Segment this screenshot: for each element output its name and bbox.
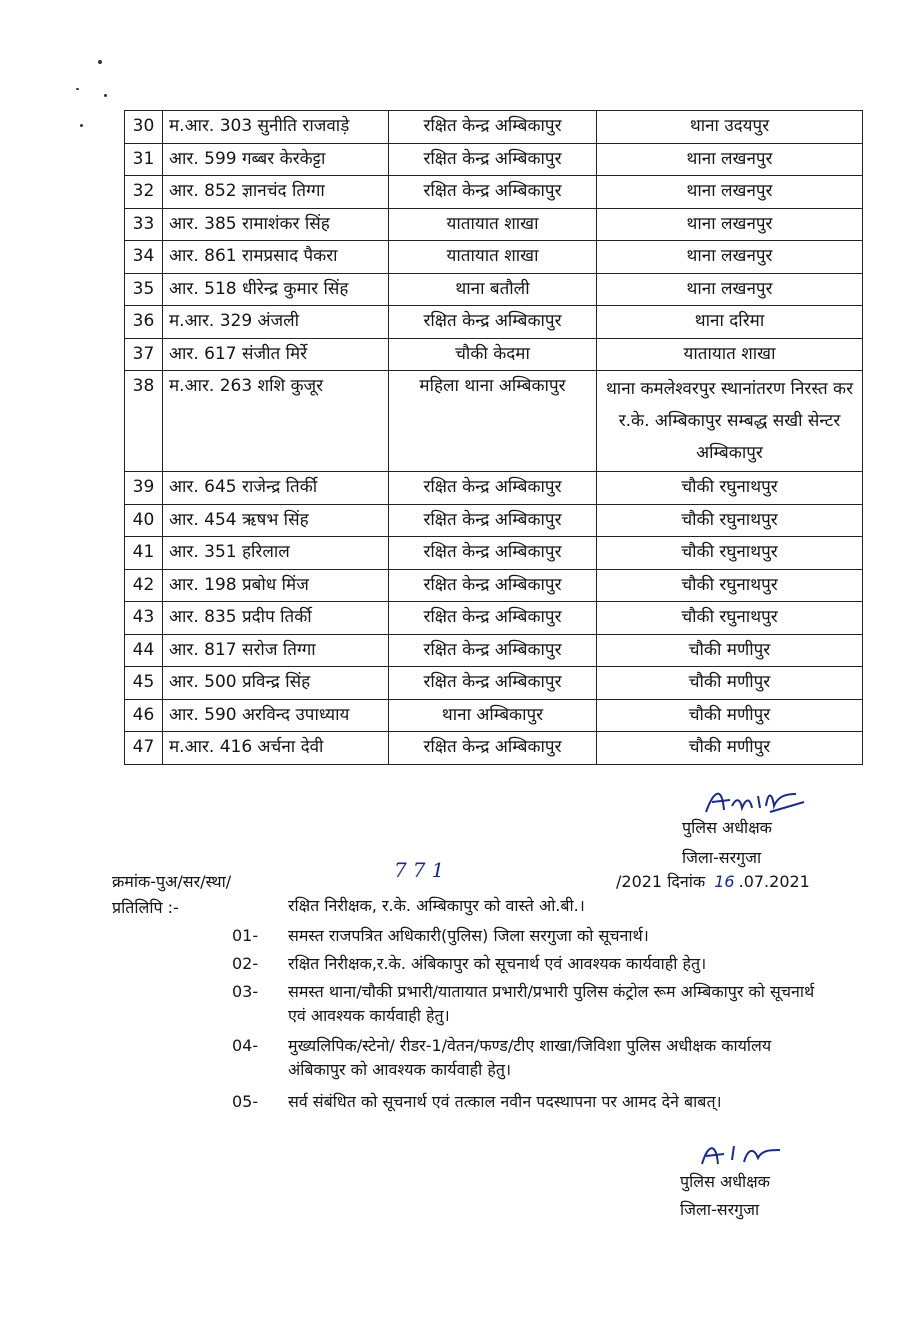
cell-serial-number: 46	[125, 699, 163, 732]
cell-new-posting: थाना लखनपुर	[597, 176, 863, 209]
cell-current-posting: रक्षित केन्द्र अम्बिकापुर	[389, 537, 597, 570]
cell-serial-number: 41	[125, 537, 163, 570]
reference-date	[616, 870, 810, 892]
copy-to-label: प्रतिलिपि :-	[112, 898, 179, 917]
reference-line	[112, 858, 832, 892]
cell-current-posting: रक्षित केन्द्र अम्बिकापुर	[389, 602, 597, 635]
cell-serial-number: 44	[125, 634, 163, 667]
cell-current-posting: महिला थाना अम्बिकापुर	[389, 371, 597, 472]
cell-employee-name: आर. 590 अरविन्द उपाध्याय	[163, 699, 389, 732]
copy-to-item-text: सर्व संबंधित को सूचनार्थ एवं तत्काल नवीन पदस्थापना पर आमद देने बाबत्।	[288, 1092, 722, 1111]
cell-serial-number: 30	[125, 111, 163, 144]
table-row	[125, 306, 863, 339]
table-row	[125, 176, 863, 209]
cell-serial-number: 37	[125, 338, 163, 371]
cell-employee-name: आर. 852 ज्ञानचंद तिग्गा	[163, 176, 389, 209]
cell-new-posting: चौकी रघुनाथपुर	[597, 537, 863, 570]
cell-new-posting: थाना लखनपुर	[597, 208, 863, 241]
cell-employee-name: आर. 198 प्रबोध मिंज	[163, 569, 389, 602]
cell-current-posting: थाना बतौली	[389, 273, 597, 306]
table-row	[125, 273, 863, 306]
table-row	[125, 143, 863, 176]
district-bottom: जिला-सरगुजा	[680, 1200, 760, 1219]
cell-new-posting: चौकी मणीपुर	[597, 667, 863, 700]
cell-employee-name: आर. 351 हरिलाल	[163, 537, 389, 570]
cell-new-posting: चौकी मणीपुर	[597, 699, 863, 732]
cell-serial-number: 40	[125, 504, 163, 537]
cell-employee-name: आर. 385 रामाशंकर सिंह	[163, 208, 389, 241]
cell-new-posting: चौकी रघुनाथपुर	[597, 472, 863, 505]
cell-serial-number: 38	[125, 371, 163, 472]
scan-speck	[98, 60, 102, 64]
scan-speck	[80, 124, 83, 127]
cell-new-posting: चौकी रघुनाथपुर	[597, 504, 863, 537]
table-row	[125, 472, 863, 505]
table-row	[125, 537, 863, 570]
designation-top: पुलिस अधीक्षक	[682, 818, 772, 837]
copy-to-item	[0, 1090, 904, 1116]
cell-current-posting: यातायात शाखा	[389, 208, 597, 241]
table-row	[125, 667, 863, 700]
cell-serial-number: 36	[125, 306, 163, 339]
cell-employee-name: आर. 518 धीरेन्द्र कुमार सिंह	[163, 273, 389, 306]
cell-current-posting: थाना अम्बिकापुर	[389, 699, 597, 732]
copy-to-item	[0, 952, 904, 978]
table-row	[125, 634, 863, 667]
cell-new-posting: थाना कमलेश्वरपुर स्थानांतरण निरस्त कर र.के. अम्बिकापुर सम्बद्ध सखी सेन्टर अम्बिकापुर	[597, 371, 863, 472]
cell-new-posting: थाना उदयपुर	[597, 111, 863, 144]
table-row	[125, 208, 863, 241]
cell-current-posting: रक्षित केन्द्र अम्बिकापुर	[389, 143, 597, 176]
copy-to-intro-text: रक्षित निरीक्षक, र.के. अम्बिकापुर को वास्ते ओ.बी.।	[288, 896, 585, 915]
cell-current-posting: रक्षित केन्द्र अम्बिकापुर	[389, 504, 597, 537]
copy-to-item-number: 04-	[232, 1036, 259, 1055]
scan-speck	[104, 94, 107, 97]
copy-to-item	[0, 980, 904, 1032]
copy-to-item	[0, 1034, 904, 1086]
cell-current-posting: रक्षित केन्द्र अम्बिकापुर	[389, 472, 597, 505]
cell-new-posting: चौकी मणीपुर	[597, 732, 863, 765]
table-row	[125, 111, 863, 144]
cell-employee-name: आर. 861 रामप्रसाद पैकरा	[163, 241, 389, 274]
cell-serial-number: 32	[125, 176, 163, 209]
cell-employee-name: आर. 835 प्रदीप तिर्की	[163, 602, 389, 635]
cell-serial-number: 31	[125, 143, 163, 176]
cell-new-posting: थाना लखनपुर	[597, 273, 863, 306]
table-row	[125, 569, 863, 602]
copy-to-item-text: मुख्यलिपिक/स्टेनो/ रीडर-1/वेतन/फण्ड/टीए शाखा/जिविशा पुलिस अधीक्षक कार्यालय अंबिकापुर को आवश्यक कार्यवाही हेतु।	[288, 1036, 772, 1079]
copy-to-item-number: 05-	[232, 1092, 259, 1111]
cell-current-posting: चौकी केदमा	[389, 338, 597, 371]
designation-bottom: पुलिस अधीक्षक	[680, 1172, 770, 1191]
copy-to-item	[0, 924, 904, 950]
reference-prefix: क्रमांक-पुअ/सर/स्था/	[112, 872, 232, 891]
cell-current-posting: रक्षित केन्द्र अम्बिकापुर	[389, 111, 597, 144]
cell-current-posting: रक्षित केन्द्र अम्बिकापुर	[389, 667, 597, 700]
transfer-table	[124, 110, 863, 765]
cell-serial-number: 39	[125, 472, 163, 505]
cell-employee-name: आर. 599 गब्बर केरकेट्टा	[163, 143, 389, 176]
reference-date-rest: .07.2021	[738, 872, 810, 891]
copy-to-item-text: रक्षित निरीक्षक,र.के. अंबिकापुर को सूचनार्थ एवं आवश्यक कार्यवाही हेतु।	[288, 954, 707, 973]
copy-to-item-number: 02-	[232, 954, 259, 973]
cell-employee-name: आर. 454 ऋषभ सिंह	[163, 504, 389, 537]
cell-new-posting: चौकी मणीपुर	[597, 634, 863, 667]
copy-to-item-text: समस्त राजपत्रित अधिकारी(पुलिस) जिला सरगुजा को सूचनार्थ।	[288, 926, 649, 945]
cell-new-posting: थाना लखनपुर	[597, 143, 863, 176]
copy-to-item-text: समस्त थाना/चौकी प्रभारी/यातायात प्रभारी/प्रभारी पुलिस कंट्रोल रूम अम्बिकापुर को सूचनार्थ एवं आवश्यक कार्यवाही हेतु।	[288, 982, 815, 1025]
cell-new-posting: चौकी रघुनाथपुर	[597, 569, 863, 602]
reference-date-prefix: /2021 दिनांक	[616, 872, 706, 891]
cell-serial-number: 35	[125, 273, 163, 306]
signature-block-top	[682, 816, 772, 870]
table-row	[125, 602, 863, 635]
cell-serial-number: 33	[125, 208, 163, 241]
reference-number-handwritten: 771	[394, 858, 451, 882]
table-row	[125, 338, 863, 371]
cell-employee-name: म.आर. 416 अर्चना देवी	[163, 732, 389, 765]
district-top: जिला-सरगुजा	[682, 848, 762, 867]
cell-serial-number: 47	[125, 732, 163, 765]
cell-new-posting: चौकी रघुनाथपुर	[597, 602, 863, 635]
cell-employee-name: आर. 617 संजीत मिर्रे	[163, 338, 389, 371]
signature-block-bottom	[680, 1170, 770, 1222]
reference-date-day: 16	[714, 872, 735, 891]
transfer-table-body	[125, 111, 863, 765]
cell-current-posting: यातायात शाखा	[389, 241, 597, 274]
cell-serial-number: 42	[125, 569, 163, 602]
cell-current-posting: रक्षित केन्द्र अम्बिकापुर	[389, 634, 597, 667]
cell-employee-name: आर. 500 प्रविन्द्र सिंह	[163, 667, 389, 700]
cell-employee-name: म.आर. 263 शशि कुजूर	[163, 371, 389, 472]
cell-current-posting: रक्षित केन्द्र अम्बिकापुर	[389, 732, 597, 765]
cell-employee-name: म.आर. 303 सुनीति राजवाड़े	[163, 111, 389, 144]
cell-serial-number: 34	[125, 241, 163, 274]
table-row	[125, 699, 863, 732]
table-row	[125, 504, 863, 537]
cell-serial-number: 43	[125, 602, 163, 635]
table-row	[125, 371, 863, 472]
cell-employee-name: म.आर. 329 अंजली	[163, 306, 389, 339]
cell-current-posting: रक्षित केन्द्र अम्बिकापुर	[389, 306, 597, 339]
cell-current-posting: रक्षित केन्द्र अम्बिकापुर	[389, 569, 597, 602]
cell-employee-name: आर. 817 सरोज तिग्गा	[163, 634, 389, 667]
signature-scribble-bottom	[696, 1138, 786, 1174]
cell-new-posting: थाना लखनपुर	[597, 241, 863, 274]
cell-serial-number: 45	[125, 667, 163, 700]
copy-to-item-number: 03-	[232, 982, 259, 1001]
scan-speck	[76, 88, 79, 90]
cell-current-posting: रक्षित केन्द्र अम्बिकापुर	[389, 176, 597, 209]
copy-to-intro	[288, 894, 828, 918]
cell-new-posting: थाना दरिमा	[597, 306, 863, 339]
table-row	[125, 732, 863, 765]
copy-to-item-number: 01-	[232, 926, 259, 945]
cell-employee-name: आर. 645 राजेन्द्र तिर्की	[163, 472, 389, 505]
table-row	[125, 241, 863, 274]
cell-new-posting: यातायात शाखा	[597, 338, 863, 371]
